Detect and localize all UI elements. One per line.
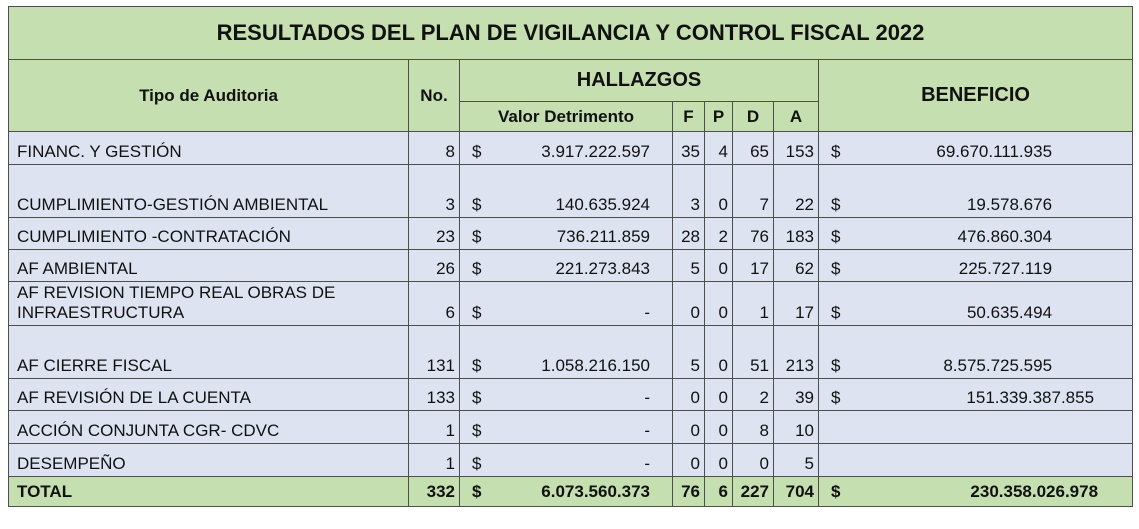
row-beneficio: 225.727.119 [847,250,1133,282]
row-f: 0 [673,379,705,411]
row-f: 5 [673,326,705,379]
total-d: 227 [733,477,774,507]
row-f: 0 [673,282,705,326]
row-d: 17 [733,250,774,282]
row-tipo: DESEMPEÑO [9,444,409,477]
row-beneficio-currency: $ [819,132,847,165]
row-f: 0 [673,411,705,444]
row-p: 2 [705,218,733,250]
row-a: 213 [774,326,819,379]
row-tipo: AF REVISION TIEMPO REAL OBRAS DE INFRAESTRUCTURA [9,282,409,326]
table-row [9,326,1133,379]
row-valor: 140.635.924 [490,165,673,218]
row-no: 8 [409,132,460,165]
row-p: 0 [705,379,733,411]
header-no: No. [409,60,460,132]
row-f: 35 [673,132,705,165]
row-no: 131 [409,326,460,379]
row-p: 0 [705,165,733,218]
row-no: 133 [409,379,460,411]
header-tipo: Tipo de Auditoria [9,60,409,132]
row-beneficio-currency [819,444,847,477]
row-valor: - [490,379,673,411]
table-row [9,250,1133,282]
fiscal-control-results-table [8,6,1133,507]
total-valor: 6.073.560.373 [490,477,673,507]
row-tipo: ACCIÓN CONJUNTA CGR- CDVC [9,411,409,444]
row-no: 1 [409,411,460,444]
row-beneficio-currency: $ [819,282,847,326]
row-valor: 221.273.843 [490,250,673,282]
row-beneficio-currency: $ [819,326,847,379]
row-currency: $ [460,282,490,326]
row-currency: $ [460,379,490,411]
total-p: 6 [705,477,733,507]
row-d: 0 [733,444,774,477]
row-no: 1 [409,444,460,477]
row-beneficio-currency: $ [819,379,847,411]
header-beneficio: BENEFICIO [819,60,1133,132]
row-a: 153 [774,132,819,165]
row-beneficio: 476.860.304 [847,218,1133,250]
row-currency: $ [460,250,490,282]
header-d: D [733,102,774,132]
row-beneficio-currency: $ [819,250,847,282]
row-currency: $ [460,411,490,444]
row-p: 0 [705,326,733,379]
row-a: 22 [774,165,819,218]
total-f: 76 [673,477,705,507]
row-a: 10 [774,411,819,444]
table-row [9,282,1133,326]
row-currency: $ [460,444,490,477]
row-a: 39 [774,379,819,411]
row-valor: 1.058.216.150 [490,326,673,379]
header-hallazgos: HALLAZGOS [460,60,819,102]
table-row [9,411,1133,444]
header-f: F [673,102,705,132]
row-valor: 736.211.859 [490,218,673,250]
row-f: 5 [673,250,705,282]
row-beneficio: 151.339.387.855 [847,379,1133,411]
total-a: 704 [774,477,819,507]
row-d: 8 [733,411,774,444]
row-no: 26 [409,250,460,282]
row-valor: - [490,444,673,477]
row-tipo: AF CIERRE FISCAL [9,326,409,379]
header-a: A [774,102,819,132]
table-title: RESULTADOS DEL PLAN DE VIGILANCIA Y CONTROL FISCAL 2022 [9,7,1133,60]
row-d: 2 [733,379,774,411]
table-row [9,132,1133,165]
row-beneficio-currency: $ [819,218,847,250]
row-tipo: CUMPLIMIENTO -CONTRATACIÓN [9,218,409,250]
row-tipo: AF AMBIENTAL [9,250,409,282]
row-d: 65 [733,132,774,165]
row-no: 6 [409,282,460,326]
total-row [9,477,1133,507]
row-p: 0 [705,411,733,444]
table-row [9,444,1133,477]
row-tipo: CUMPLIMIENTO-GESTIÓN AMBIENTAL [9,165,409,218]
row-no: 3 [409,165,460,218]
row-p: 0 [705,444,733,477]
row-valor: 3.917.222.597 [490,132,673,165]
row-beneficio: 69.670.111.935 [847,132,1133,165]
row-a: 17 [774,282,819,326]
row-a: 5 [774,444,819,477]
row-tipo: AF REVISIÓN DE LA CUENTA [9,379,409,411]
row-p: 0 [705,282,733,326]
row-no: 23 [409,218,460,250]
row-d: 7 [733,165,774,218]
row-d: 1 [733,282,774,326]
row-beneficio [847,411,1133,444]
header-valor-detrimento: Valor Detrimento [460,102,673,132]
row-d: 76 [733,218,774,250]
row-p: 4 [705,132,733,165]
row-currency: $ [460,132,490,165]
total-no: 332 [409,477,460,507]
row-valor: - [490,411,673,444]
row-currency: $ [460,218,490,250]
row-a: 62 [774,250,819,282]
total-beneficio-currency: $ [819,477,847,507]
total-currency: $ [460,477,490,507]
row-f: 3 [673,165,705,218]
table-row [9,218,1133,250]
table-row [9,379,1133,411]
row-currency: $ [460,165,490,218]
row-beneficio: 19.578.676 [847,165,1133,218]
header-p: P [705,102,733,132]
row-f: 0 [673,444,705,477]
row-a: 183 [774,218,819,250]
total-label: TOTAL [9,477,409,507]
row-f: 28 [673,218,705,250]
row-valor: - [490,282,673,326]
row-p: 0 [705,250,733,282]
table-row [9,165,1133,218]
row-d: 51 [733,326,774,379]
row-tipo: FINANC. Y GESTIÓN [9,132,409,165]
row-beneficio: 50.635.494 [847,282,1133,326]
row-beneficio-currency: $ [819,165,847,218]
row-beneficio: 8.575.725.595 [847,326,1133,379]
row-beneficio-currency [819,411,847,444]
row-currency: $ [460,326,490,379]
total-beneficio: 230.358.026.978 [847,477,1133,507]
row-beneficio [847,444,1133,477]
